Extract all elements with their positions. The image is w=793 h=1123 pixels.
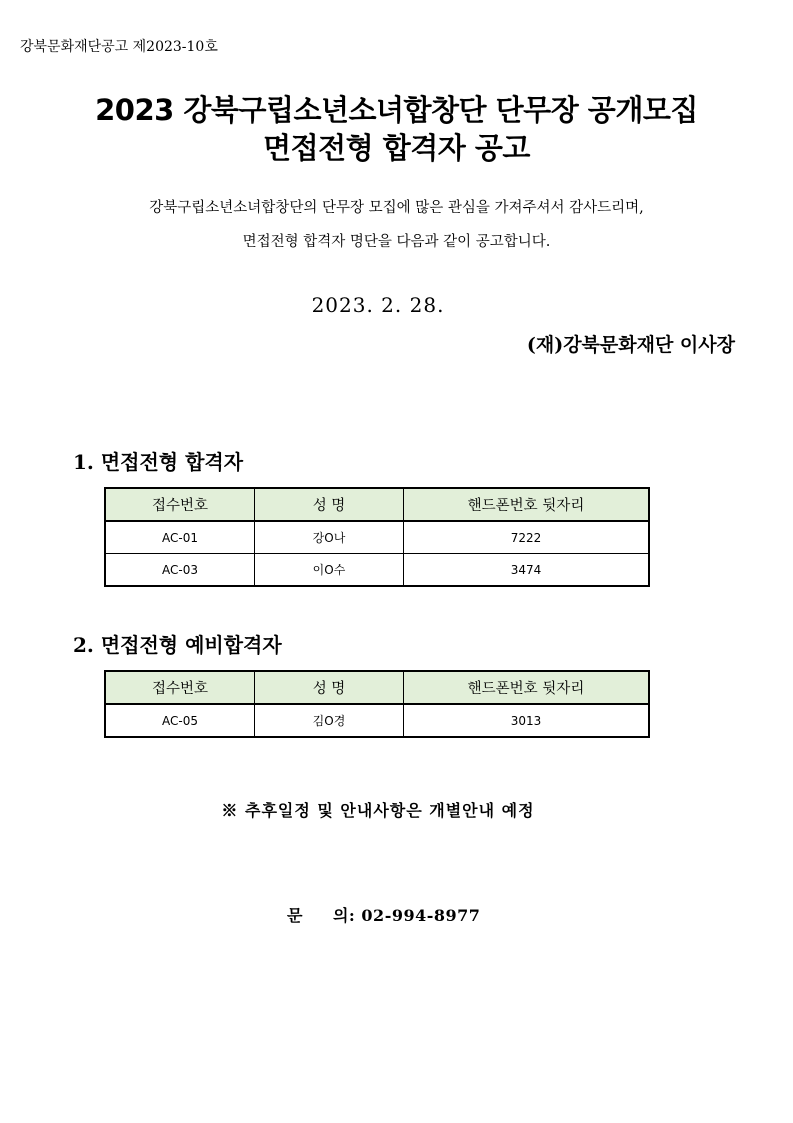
column-header-phone-last-digits: 핸드폰번호 뒷자리	[404, 488, 650, 521]
cell-name: 강O나	[255, 521, 404, 554]
notice-number: 강북문화재단공고 제2023-10호	[20, 39, 218, 55]
contact-phone: 02-994-8977	[361, 906, 481, 925]
contact-label-part2: 의:	[332, 906, 356, 925]
contact-label-part1: 문	[287, 906, 303, 925]
followup-note: ※ 추후일정 및 안내사항은 개별안내 예정	[221, 801, 535, 820]
reserve-candidates-table	[104, 670, 650, 738]
cell-receipt-number: AC-03	[105, 554, 255, 587]
issuer-signature: (재)강북문화재단 이사장	[526, 334, 735, 356]
cell-phone-last-digits: 3013	[404, 704, 650, 737]
table-row	[105, 704, 649, 737]
section-title-passed: 1. 면접전형 합격자	[73, 450, 244, 474]
table-row	[105, 521, 649, 554]
announcement-date: 2023. 2. 28.	[311, 293, 445, 317]
contact-info	[287, 903, 480, 926]
table-header-row	[105, 671, 649, 704]
column-header-receipt-number: 접수번호	[105, 488, 255, 521]
passed-candidates-table	[104, 487, 650, 587]
table-row	[105, 554, 649, 587]
cell-receipt-number: AC-01	[105, 521, 255, 554]
column-header-receipt-number: 접수번호	[105, 671, 255, 704]
column-header-name: 성 명	[255, 488, 404, 521]
column-header-name: 성 명	[255, 671, 404, 704]
cell-receipt-number: AC-05	[105, 704, 255, 737]
cell-phone-last-digits: 7222	[404, 521, 650, 554]
table-header-row	[105, 488, 649, 521]
cell-name: 이O수	[255, 554, 404, 587]
cell-phone-last-digits: 3474	[404, 554, 650, 587]
section-title-reserve: 2. 면접전형 예비합격자	[73, 633, 282, 657]
page-title-line1: 2023 강북구립소년소녀합창단 단무장 공개모집	[95, 93, 698, 127]
page-title-line2: 면접전형 합격자 공고	[263, 131, 530, 165]
intro-text-line2: 면접전형 합격자 명단을 다음과 같이 공고합니다.	[242, 234, 551, 250]
intro-text-line1: 강북구립소년소녀합창단의 단무장 모집에 많은 관심을 가져주셔서 감사드리며,	[149, 200, 644, 216]
column-header-phone-last-digits: 핸드폰번호 뒷자리	[404, 671, 650, 704]
cell-name: 김O경	[255, 704, 404, 737]
